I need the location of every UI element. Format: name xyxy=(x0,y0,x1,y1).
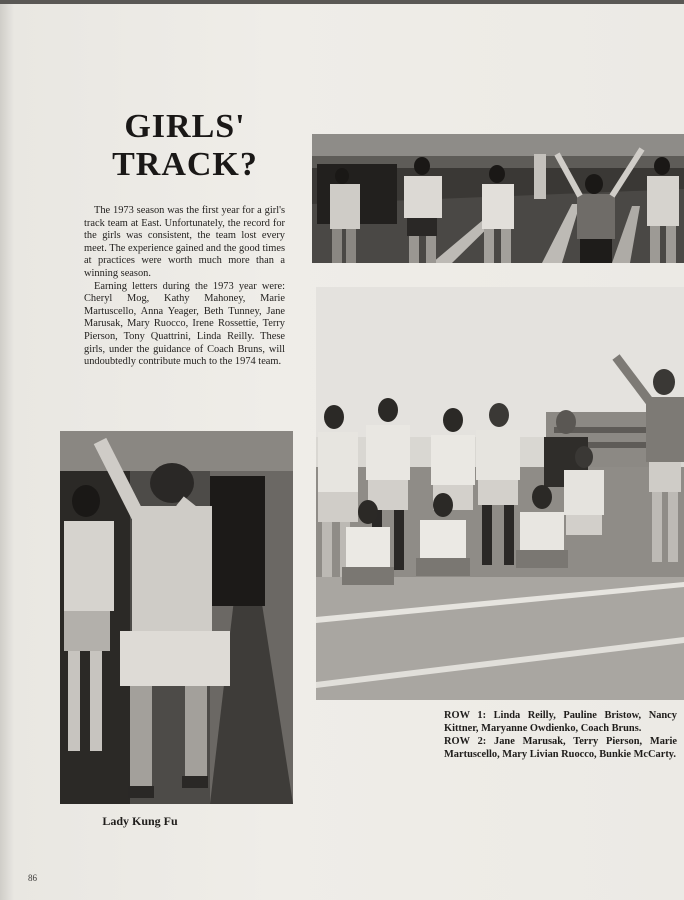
runners-photo xyxy=(312,134,684,263)
team-caption-row-1: ROW 1: Linda Reilly, Pauline Bristow, Nancy Kittner, Maryanne Owdienko, Coach Bruns. xyxy=(444,710,677,734)
article-paragraph-2: Earning letters during the 1973 year were: Cheryl Mog, Kathy Mahoney, Marie Martuscello, Anna Yeager, Beth Tunney, Jane Marusak, Mary Ruocco, Irene Rossettie, Terry Pierson, Tony Quattrini, Linda Reilly. These girls, under the guidance of Coach Bruns, will undoubtedly contribute much to the 1974 team. xyxy=(84,280,285,368)
team-caption-row-2: ROW 2: Jane Marusak, Terry Pierson, Marie Martuscello, Mary Livian Ruocco, Bunkie McCarty. xyxy=(444,736,677,760)
team-photo xyxy=(316,287,684,700)
title-line-2: TRACK? xyxy=(112,146,258,183)
lady-kung-fu-photo-image xyxy=(60,431,293,804)
article-paragraph-1: The 1973 season was the first year for a girl's track team at East. Unfortunately, the record for the girls was consistent, the team lost every meet. The experience gained and the good times at practices were worth much more than a winning season. xyxy=(84,205,285,279)
page-top-edge xyxy=(0,0,684,4)
page-title xyxy=(110,108,260,184)
team-photo-image xyxy=(316,287,684,700)
lady-kung-fu-photo xyxy=(60,431,293,804)
title-line-1: GIRLS' xyxy=(124,108,246,145)
page-number: 86 xyxy=(28,873,37,883)
runners-photo-image xyxy=(312,134,684,263)
lady-kung-fu-caption: Lady Kung Fu xyxy=(102,814,178,828)
article-text xyxy=(84,205,285,369)
team-photo-caption xyxy=(444,709,677,761)
